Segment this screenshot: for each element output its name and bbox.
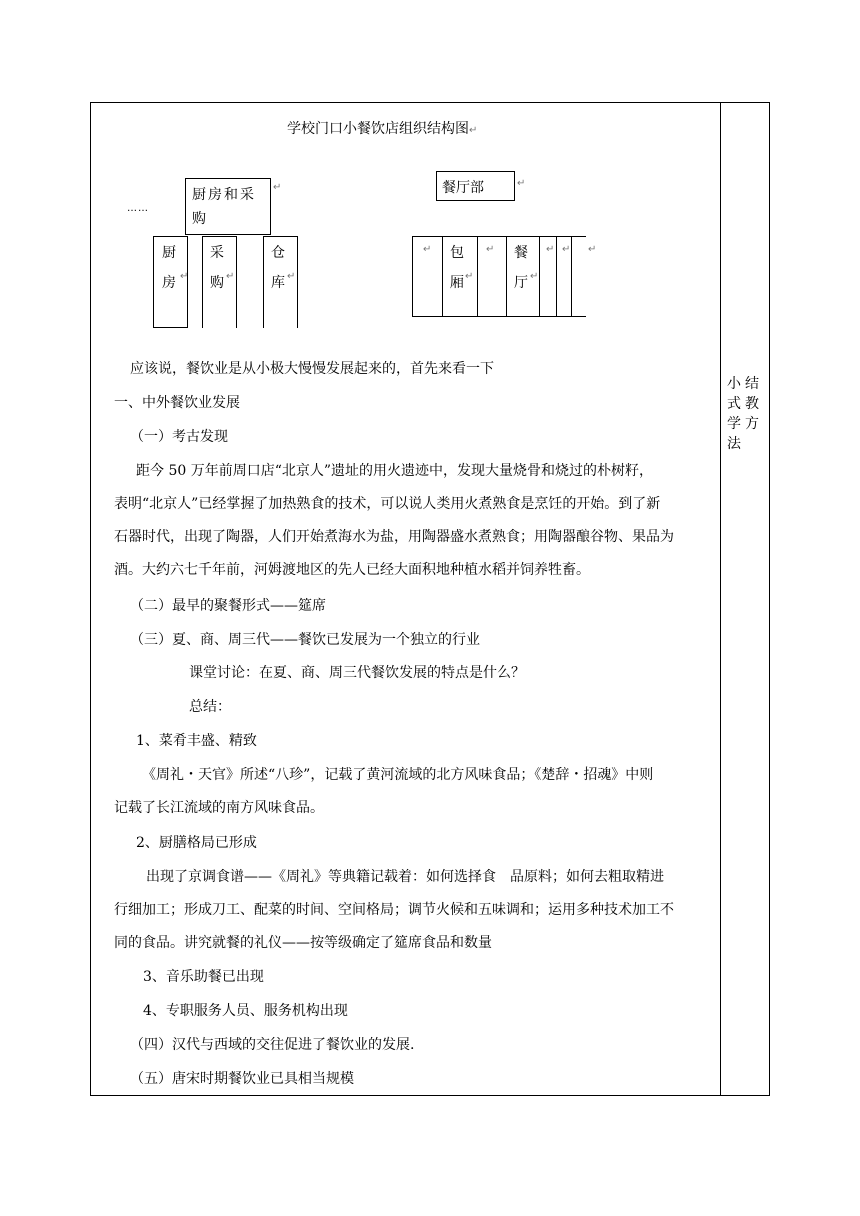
subsection-heading: （三）夏、商、周三代——餐饮已发展为一个独立的行业 [130, 632, 480, 648]
subsection-heading: （五）唐宋时期餐饮业已具相当规模 [130, 1071, 354, 1087]
point-heading: 2、厨膳格局已形成 [136, 835, 257, 851]
private-room-label: 包厢 [450, 245, 464, 291]
body-paragraph: 行细加工；形成刀工、配菜的时间、空间格局；调节火候和五味调和；运用多种技术加工不 [114, 902, 674, 918]
dining-hall-label: 餐厅 [514, 245, 528, 291]
body-paragraph: 距今 50 万年前周口店“北京人”遗址的用火遗迹中，发现大量烧骨和烧过的朴树籽， [136, 463, 654, 479]
kitchen-purchase-label: 厨房和采购 [192, 187, 256, 227]
paragraph-mark: ↵ [287, 271, 296, 282]
paragraph-mark: ↵ [562, 244, 571, 255]
dining-dept-box [436, 171, 515, 201]
warehouse-label: 仓库 [271, 245, 285, 291]
paragraph-mark: ↵ [423, 244, 432, 255]
paragraph-mark: ↵ [273, 182, 282, 193]
point-heading: 4、专职服务人员、服务机构出现 [143, 1003, 348, 1019]
kitchen-label: 厨房 [162, 245, 176, 291]
dining-dept-label: 餐厅部 [442, 180, 484, 196]
paragraph-mark: ↵ [546, 244, 555, 255]
point-heading: 1、菜肴丰盛、精致 [136, 733, 257, 749]
divider-line [571, 236, 572, 317]
paragraph-mark: ↵ [588, 244, 597, 255]
body-paragraph: 同的食品。讲究就餐的礼仪——按等级确定了筵席食品和数量 [114, 935, 492, 951]
body-paragraph: 记载了长江流域的南方风味食品。 [114, 800, 324, 816]
teaching-method-note: 小结式教学方法 [727, 376, 763, 452]
body-paragraph: 出现了京调食谱——《周礼》等典籍记载着：如何选择食 品原料；如何去粗取精进 [146, 869, 664, 885]
org-chart-title: 学校门口小餐饮店组织结构图↵ [287, 121, 478, 137]
discussion-question: 课堂讨论：在夏、商、周三代餐饮发展的特点是什么？ [189, 665, 525, 681]
subsection-heading: （四）汉代与西域的交往促进了餐饮业的发展. [130, 1037, 415, 1053]
body-paragraph: 表明“北京人”已经掌握了加热熟食的技术，可以说人类用火煮熟食是烹饪的开始。到了新 [114, 496, 661, 512]
point-heading: 3、音乐助餐已出现 [143, 969, 264, 985]
subsection-heading: （二）最早的聚餐形式——筵席 [130, 598, 326, 614]
body-paragraph: 《周礼・天官》所述“八珍”，记载了黄河流域的北方风味食品；《楚辞・招魂》中则 [142, 767, 654, 783]
paragraph-mark: ↵ [465, 271, 474, 282]
subsection-heading: （一）考古发现 [130, 429, 228, 445]
body-paragraph: 应该说，餐饮业是从小极大慢慢发展起来的，首先来看一下 [130, 361, 494, 377]
paragraph-mark: ↵ [486, 244, 495, 255]
kitchen-purchase-box [185, 178, 271, 235]
dining-frame [412, 236, 586, 317]
dots: …… [127, 203, 149, 214]
divider-line [556, 236, 557, 317]
purchase-label: 采购 [210, 245, 224, 291]
paragraph-mark: ↵ [530, 271, 539, 282]
org-chart-title-text: 学校门口小餐饮店组织结构图 [287, 121, 469, 137]
paragraph-mark: ↵ [226, 271, 235, 282]
paragraph-mark: ↵ [517, 178, 526, 189]
summary-label: 总结： [189, 699, 231, 715]
section-heading: 一、中外餐饮业发展 [114, 395, 240, 411]
paragraph-mark: ↵ [180, 271, 189, 282]
body-paragraph: 石器时代，出现了陶器，人们开始煮海水为盐，用陶器盛水煮熟食；用陶器酿谷物、果品为 [114, 529, 674, 545]
body-paragraph: 酒。大约六七千年前，河姆渡地区的先人已经大面积地种植水稻并饲养牲畜。 [114, 562, 590, 578]
